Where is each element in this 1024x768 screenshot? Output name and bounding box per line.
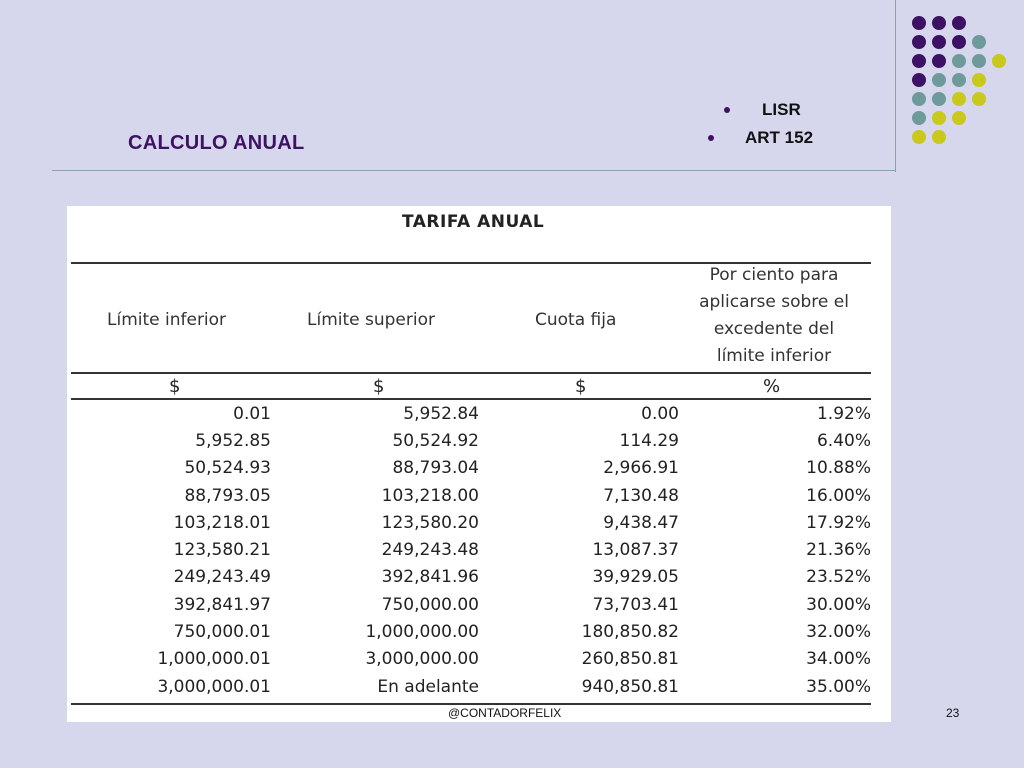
footer-handle: @CONTADORFELIX <box>448 706 562 720</box>
table-cell: 13,087.37 <box>592 540 679 561</box>
table-cell: 0.00 <box>641 403 679 424</box>
table-cell: 10.88% <box>806 458 871 479</box>
table-cell: 3,000,000.01 <box>157 676 271 697</box>
table-cell: 30.00% <box>806 594 871 615</box>
table-cell: 2,966.91 <box>603 458 679 479</box>
header-por-ciento-line: aplicarse sobre el <box>699 292 849 312</box>
table-cell: 39,929.05 <box>592 567 679 588</box>
decorative-dot <box>972 73 986 87</box>
unit-dollar: $ <box>575 376 587 397</box>
decorative-dot <box>912 73 926 87</box>
table-cell: 7,130.48 <box>603 485 679 506</box>
bullet-item <box>700 124 813 152</box>
bullet-text: LISR <box>762 100 801 119</box>
decorative-dot <box>912 16 926 30</box>
header-por-ciento-line: Por ciento para <box>709 265 839 285</box>
decorative-dot <box>932 92 946 106</box>
table-row <box>71 455 871 482</box>
decorative-dot <box>952 92 966 106</box>
table-cell: 73,703.41 <box>592 594 679 615</box>
decorative-dot <box>932 16 946 30</box>
decorative-dot <box>952 16 966 30</box>
header-por-ciento-line: excedente del <box>713 319 835 339</box>
table-row <box>71 673 871 700</box>
decorative-dot <box>932 73 946 87</box>
decorative-dot <box>952 73 966 87</box>
table-title: TARIFA ANUAL <box>402 212 545 232</box>
decorative-dot <box>972 35 986 49</box>
unit-dollar: $ <box>169 376 181 397</box>
unit-dollar: $ <box>373 376 385 397</box>
table-cell: 1,000,000.00 <box>365 622 479 643</box>
table-cell: 180,850.82 <box>581 622 679 643</box>
table-cell: 21.36% <box>806 540 871 561</box>
table-row <box>71 427 871 454</box>
header-por-ciento-line: límite inferior <box>716 346 832 366</box>
bullet-icon <box>724 107 730 113</box>
table-cell: 392,841.97 <box>173 594 271 615</box>
decorative-dot <box>912 130 926 144</box>
table-row <box>71 400 871 427</box>
bullet-item <box>700 96 813 124</box>
table-cell: 34.00% <box>806 649 871 670</box>
table-cell: 249,243.48 <box>381 540 479 561</box>
header-limite-superior: Límite superior <box>307 310 435 330</box>
table-cell: 88,793.04 <box>392 458 479 479</box>
table-cell: 123,580.21 <box>173 540 271 561</box>
table-cell: 249,243.49 <box>173 567 271 588</box>
decorative-dot <box>912 111 926 125</box>
table-cell: 103,218.00 <box>381 485 479 506</box>
tariff-rows <box>71 400 871 700</box>
decorative-dot <box>952 35 966 49</box>
header-rule <box>71 372 871 374</box>
table-row <box>71 536 871 563</box>
table-cell: 32.00% <box>806 622 871 643</box>
decorative-dot <box>912 54 926 68</box>
table-cell: 3,000,000.00 <box>365 649 479 670</box>
table-cell: 750,000.00 <box>381 594 479 615</box>
table-cell: 940,850.81 <box>581 676 679 697</box>
bullet-text: ART 152 <box>745 128 814 147</box>
table-cell: 1,000,000.01 <box>157 649 271 670</box>
decorative-dot <box>932 111 946 125</box>
table-row <box>71 564 871 591</box>
table-cell: 103,218.01 <box>173 512 271 533</box>
table-cell: 17.92% <box>806 512 871 533</box>
table-cell: 88,793.05 <box>184 485 271 506</box>
unit-percent: % <box>763 376 781 397</box>
table-cell: 0.01 <box>233 403 271 424</box>
table-row <box>71 482 871 509</box>
table-cell: 392,841.96 <box>381 567 479 588</box>
header-vertical-divider <box>895 0 896 172</box>
table-row <box>71 646 871 673</box>
table-cell: En adelante <box>377 676 479 697</box>
decorative-dot <box>952 54 966 68</box>
table-bottom-rule <box>71 703 871 705</box>
table-cell: 260,850.81 <box>581 649 679 670</box>
table-cell: 5,952.85 <box>195 430 271 451</box>
table-cell: 9,438.47 <box>603 512 679 533</box>
table-cell: 123,580.20 <box>381 512 479 533</box>
header-por-ciento <box>679 262 869 370</box>
table-cell: 23.52% <box>806 567 871 588</box>
page-number: 23 <box>946 706 960 720</box>
table-cell: 5,952.84 <box>403 403 479 424</box>
decorative-dot <box>972 92 986 106</box>
bullet-list <box>700 96 813 152</box>
tariff-table-image <box>67 206 891 722</box>
decorative-dot <box>932 130 946 144</box>
header-limite-inferior: Límite inferior <box>107 310 227 330</box>
table-cell: 50,524.93 <box>184 458 271 479</box>
table-cell: 16.00% <box>806 485 871 506</box>
decorative-dot <box>972 54 986 68</box>
table-cell: 114.29 <box>619 430 679 451</box>
table-row <box>71 618 871 645</box>
decorative-dot <box>932 54 946 68</box>
header-horizontal-divider <box>52 170 896 171</box>
decorative-dot <box>932 35 946 49</box>
table-cell: 750,000.01 <box>173 622 271 643</box>
table-row <box>71 591 871 618</box>
table-cell: 50,524.92 <box>392 430 479 451</box>
slide-title: CALCULO ANUAL <box>128 132 305 154</box>
table-row <box>71 509 871 536</box>
table-cell: 6.40% <box>816 430 871 451</box>
decorative-dot <box>912 35 926 49</box>
bullet-icon <box>708 135 714 141</box>
table-cell: 1.92% <box>816 403 871 424</box>
header-cuota-fija: Cuota fija <box>535 310 617 330</box>
decorative-dot <box>952 111 966 125</box>
table-cell: 35.00% <box>806 676 871 697</box>
decorative-dot <box>992 54 1006 68</box>
decorative-dot <box>912 92 926 106</box>
